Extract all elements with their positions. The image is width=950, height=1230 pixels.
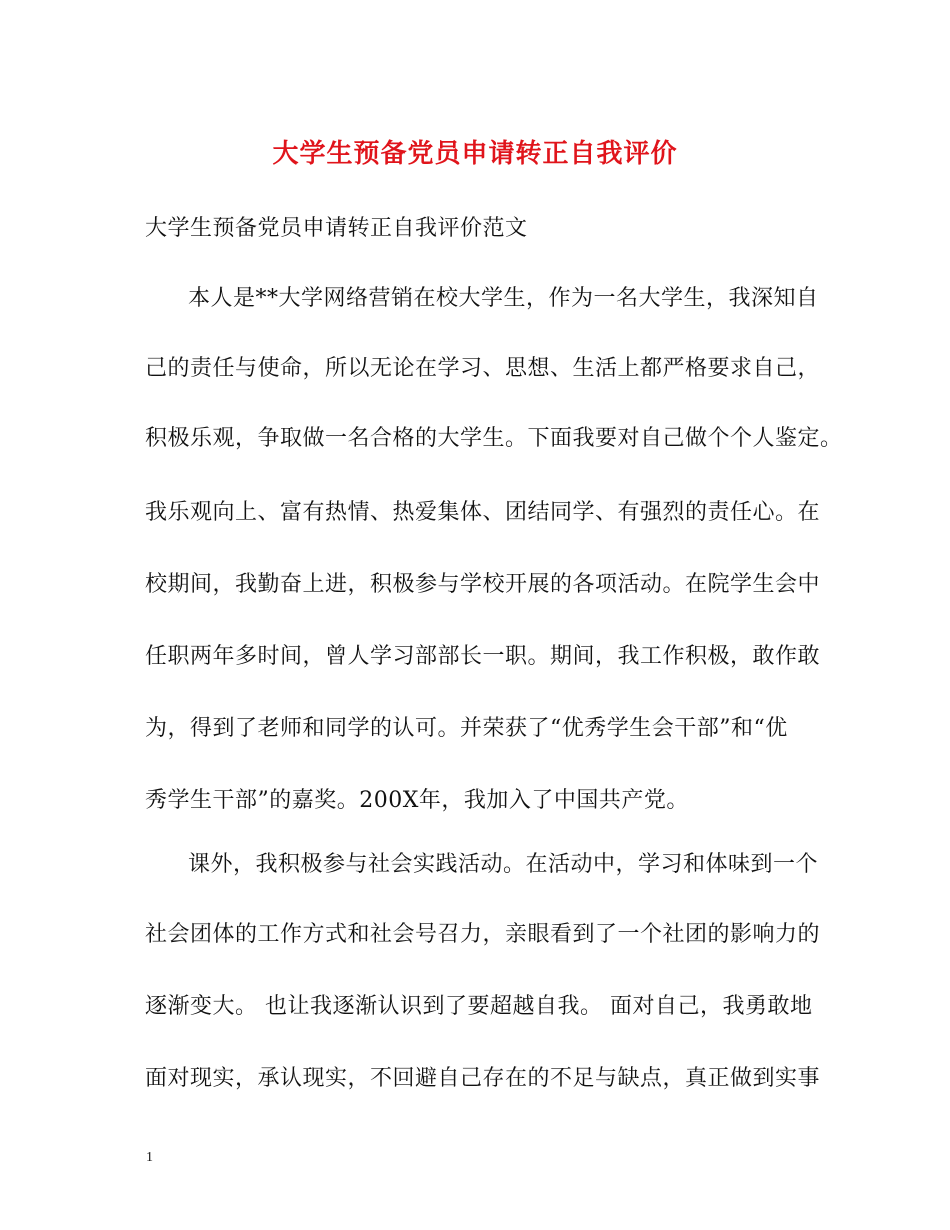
paragraph-line: 为，得到了老师和同学的认可。并荣获了“优秀学生会干部”和“优 [145,716,788,741]
document-title: 大学生预备党员申请转正自我评价 [272,139,678,169]
paragraph-line: 课外，我积极参与社会实践活动。在活动中，学习和体味到一个 [188,852,819,877]
paragraph-line: 本人是**大学网络营销在校大学生，作为一名大学生，我深知自 [188,286,819,311]
paragraph-line: 秀学生干部”的嘉奖。200X年，我加入了中国共产党。 [145,788,689,813]
paragraph-line: 积极乐观，争取做一名合格的大学生。下面我要对自己做个个人鉴定。 [145,426,843,451]
paragraph-line: 我乐观向上、富有热情、热爱集体、团结同学、有强烈的责任心。在 [145,500,821,525]
paragraph-line: 校期间，我勤奋上进，积极参与学校开展的各项活动。在院学生会中 [145,572,821,597]
paragraph-line: 面对现实，承认现实，不回避自己存在的不足与缺点，真正做到实事 [145,1066,821,1091]
paragraph-line: 逐渐变大。 也让我逐渐认识到了要超越自我。 面对自己，我勇敢地 [145,994,813,1019]
page-number: 1 [146,1150,153,1165]
paragraph-line: 己的责任与使命，所以无论在学习、思想、生活上都严格要求自己， [145,356,821,381]
paragraph-line: 任职两年多时间，曾人学习部部长一职。期间，我工作积极，敢作敢 [145,644,821,669]
document-subtitle: 大学生预备党员申请转正自我评价范文 [145,216,528,241]
paragraph-line: 社会团体的工作方式和社会号召力，亲眼看到了一个社团的影响力的 [145,922,821,947]
